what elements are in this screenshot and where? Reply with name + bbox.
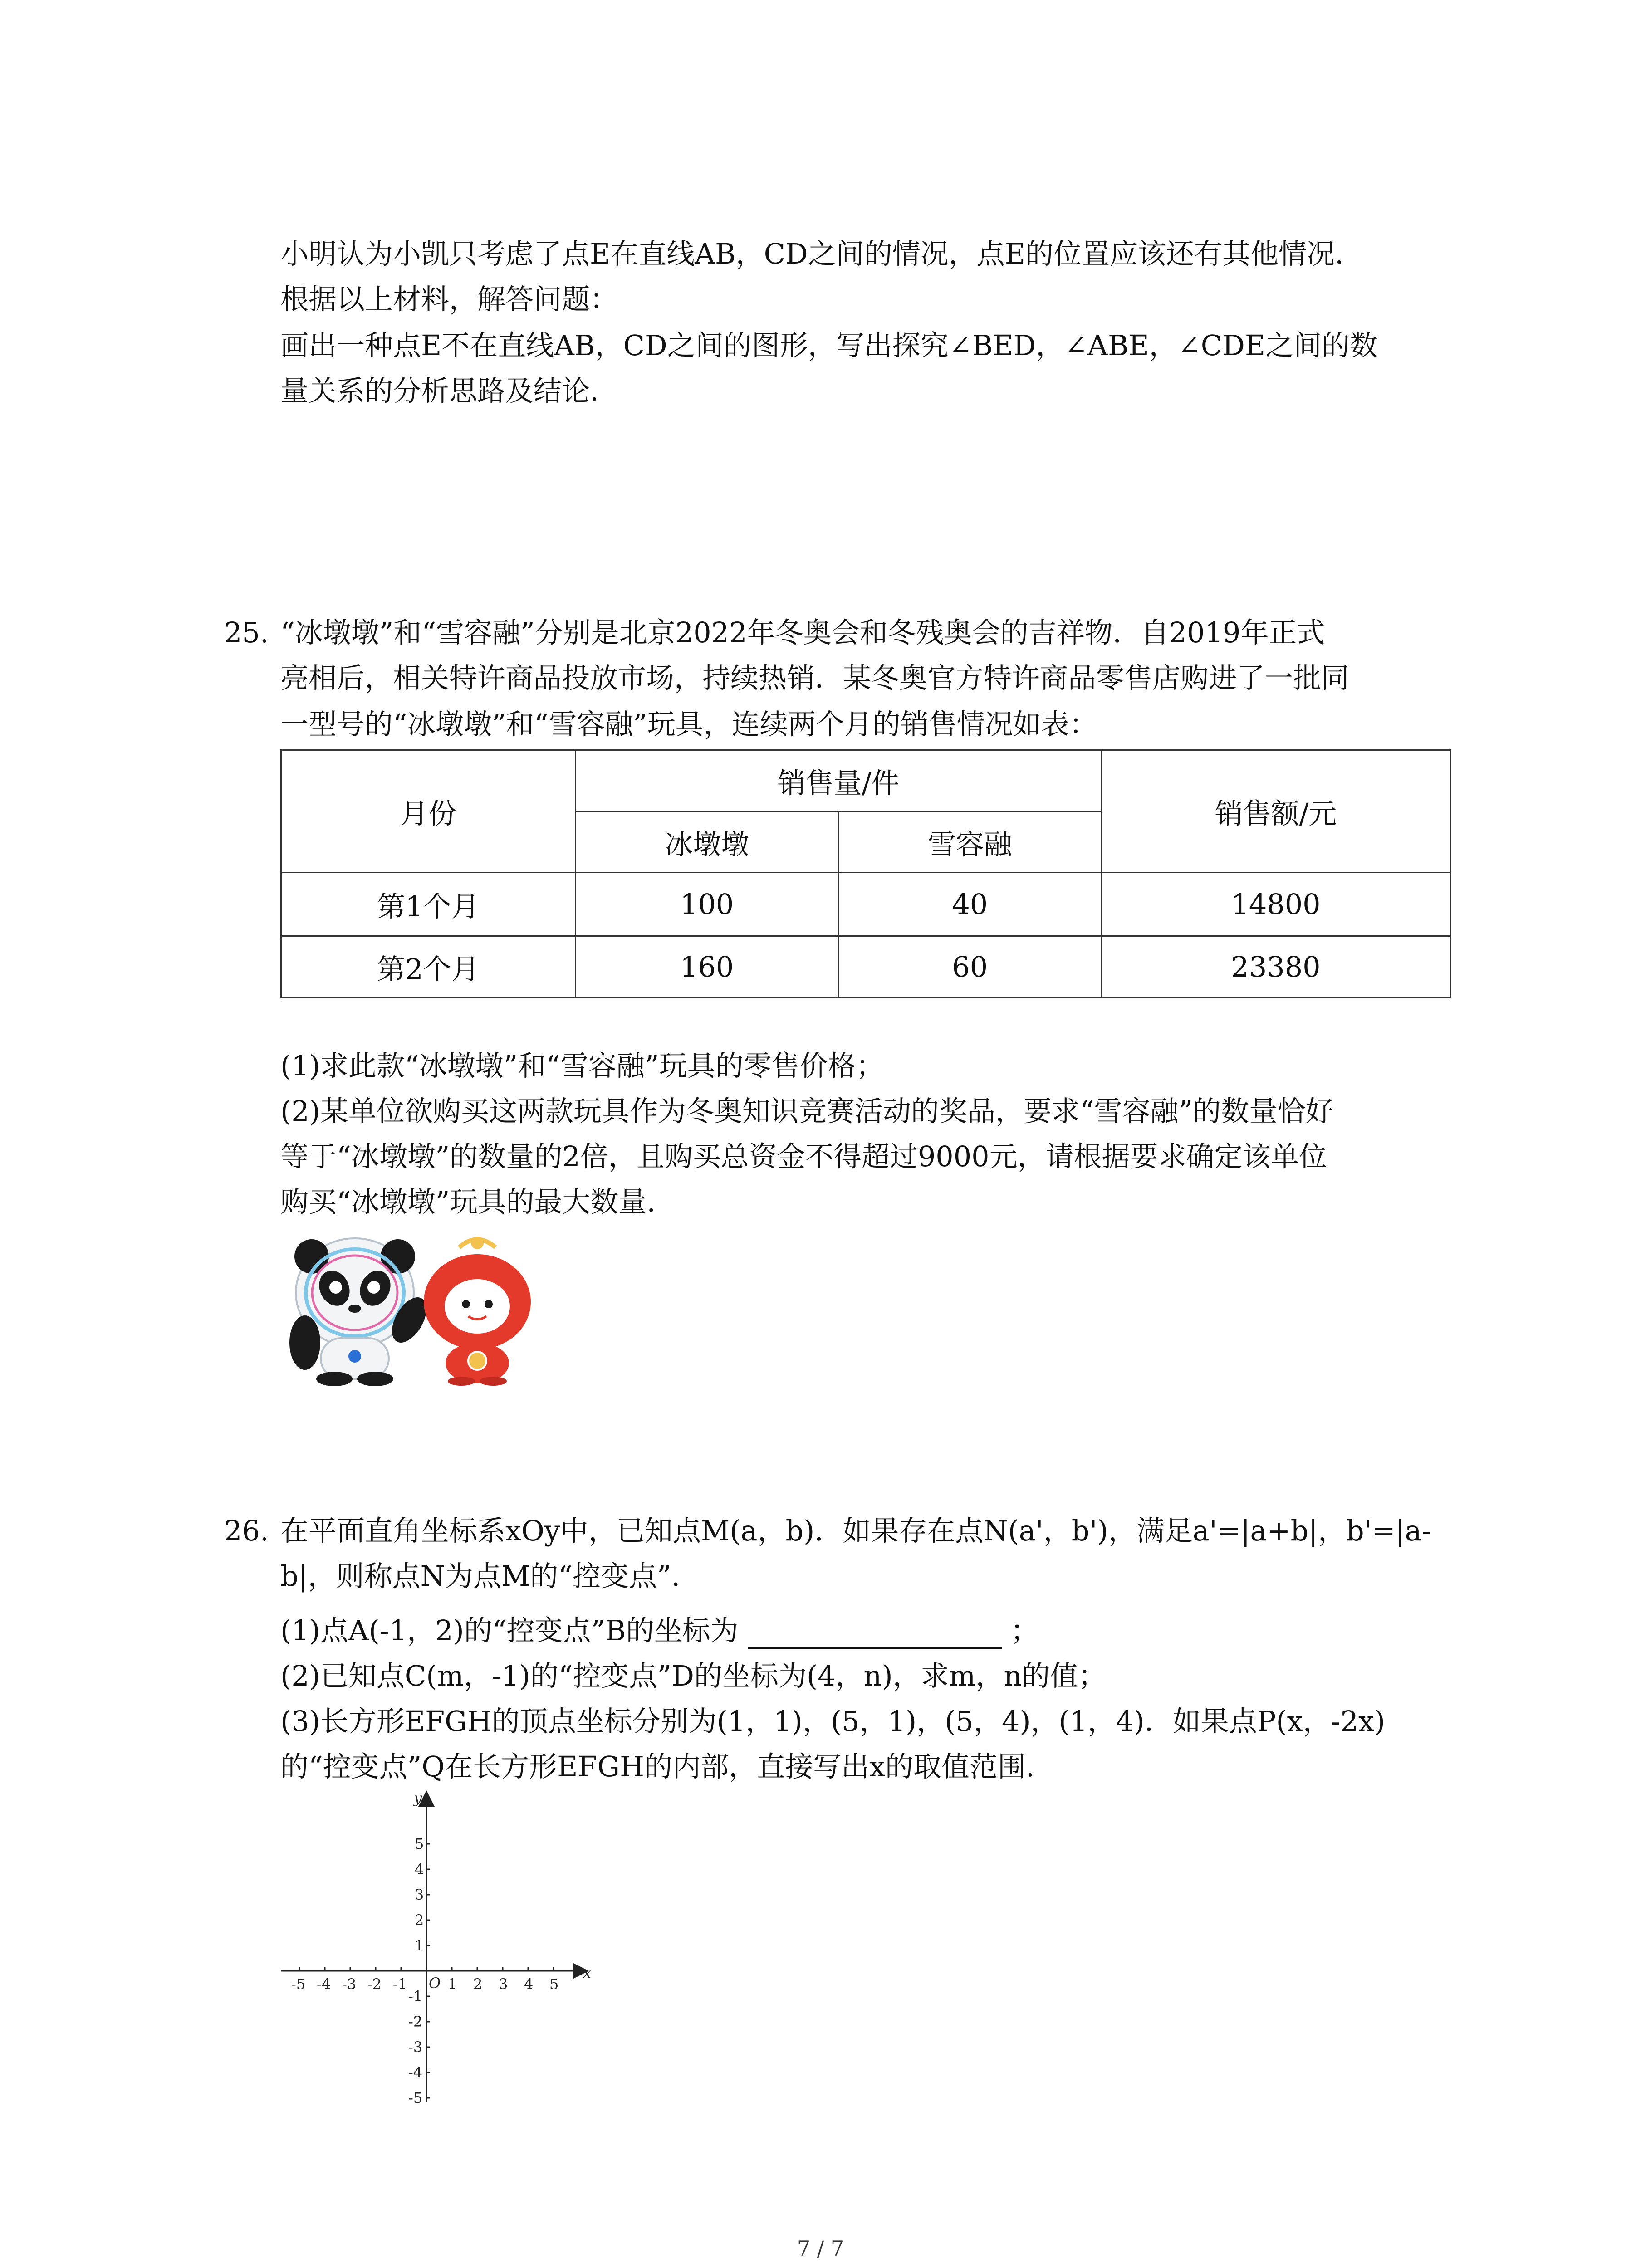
y-tick-label: -5: [408, 2089, 423, 2107]
y-tick-label: -4: [408, 2064, 423, 2081]
q26-intro-line-2: b|，则称点N为点M的“控变点”．: [280, 1559, 700, 1593]
y-tick-label: -3: [408, 2038, 423, 2056]
top-text-line-1: 小明认为小凯只考虑了点E在直线AB，CD之间的情况，点E的位置应该还有其他情况.: [280, 237, 1344, 270]
x-tick-label: -3: [342, 1975, 357, 1993]
mascots-image: [278, 1229, 541, 1386]
month-header: 月份: [281, 750, 576, 873]
table-row: [281, 936, 1450, 998]
x-tick-label: -1: [393, 1975, 407, 1993]
y-tick-label: -1: [408, 1988, 423, 2005]
q25-question-2-end: 购买“冰墩墩”玩具的最大数量.: [280, 1185, 656, 1218]
q25-intro-line-3: 一型号的“冰墩墩”和“雪容融”玩具，连续两个月的销售情况如表：: [280, 708, 1097, 741]
y-tick-label: -2: [408, 2013, 423, 2030]
q26-intro-line-1: 在平面直角坐标系xOy中，已知点M(a，b)．如果存在点N(a'，b')，满足a'=|a+b|，b'=|a-: [280, 1514, 1431, 1547]
q26-question-2: (2)已知点C(m，-1)的“控变点”D的坐标为(4，n)，求m，n的值；: [280, 1659, 1107, 1692]
row-qty-a: 100: [575, 873, 838, 936]
row-amount: 23380: [1102, 936, 1450, 998]
row-qty-b: 40: [838, 873, 1101, 936]
sales-table: [280, 749, 1451, 998]
x-tick-label: 1: [448, 1975, 457, 1993]
q26-question-3: (3)长方形EFGH的顶点坐标分别为(1，1)，(5，1)，(5，4)，(1，4)．如果点P(x，-2x): [280, 1705, 1386, 1738]
row-qty-a: 160: [575, 936, 838, 998]
q26-question-1-text: (1)点A(-1，2)的“控变点”B的坐标为: [280, 1614, 739, 1647]
row-month: 第1个月: [281, 873, 576, 936]
qty-header: 销售量/件: [575, 750, 1101, 811]
q25-intro-line-2: 亮相后，相关特许商品投放市场，持续热销．某冬奥官方特许商品零售店购进了一批同: [280, 661, 1350, 694]
x-tick-label: 4: [524, 1975, 534, 1993]
y-tick-label: 3: [415, 1886, 424, 1903]
col-bingdwendwen: 冰墩墩: [575, 811, 838, 873]
x-tick-label: 5: [549, 1975, 559, 1993]
q26-question-1-end: ；: [1010, 1614, 1039, 1647]
amount-header: 销售额/元: [1102, 750, 1450, 873]
coordinate-plane: [272, 1789, 599, 2116]
x-tick-label: -4: [317, 1975, 331, 1993]
q25-question-1: (1)求此款“冰墩墩”和“雪容融”玩具的零售价格；: [280, 1049, 884, 1082]
y-tick-label: 1: [415, 1937, 424, 1954]
origin-label: O: [429, 1975, 441, 1992]
col-shueyrhonrhon: 雪容融: [838, 811, 1101, 873]
answer-blank[interactable]: [748, 1621, 1002, 1649]
y-tick-label: 2: [415, 1911, 424, 1929]
table-row: [281, 873, 1450, 936]
page-number: 7 / 7: [797, 2236, 844, 2261]
y-tick-label: 4: [415, 1861, 424, 1878]
row-amount: 14800: [1102, 873, 1450, 936]
top-text-line-4: 量关系的分析思路及结论.: [280, 374, 599, 407]
x-tick-label: -5: [291, 1975, 306, 1993]
row-qty-b: 60: [838, 936, 1101, 998]
q26-question-3-cont: 的“控变点”Q在长方形EFGH的内部，直接写出x的取值范围.: [280, 1750, 1035, 1783]
top-text-line-3: 画出一种点E不在直线AB，CD之间的图形，写出探究∠BED，∠ABE，∠CDE之间的数: [280, 329, 1378, 362]
top-text-line-2: 根据以上材料，解答问题：: [280, 283, 618, 316]
x-tick-label: 3: [499, 1975, 508, 1993]
q25-question-2: (2)某单位欲购买这两款玩具作为冬奥知识竞赛活动的奖品，要求“雪容融”的数量恰好: [280, 1095, 1334, 1128]
q26-question-1: [280, 1613, 1038, 1649]
q26-number: 26.: [224, 1514, 269, 1547]
x-axis-label: x: [583, 1964, 592, 1981]
shueyrhonrhon-figure: [424, 1237, 531, 1386]
y-axis-label: y: [414, 1789, 422, 1807]
bingdwendwen-figure: [289, 1238, 433, 1386]
q25-number: 25.: [224, 616, 269, 649]
q25-intro-line-1: “冰墩墩”和“雪容融”分别是北京2022年冬奥会和冬残奥会的吉祥物．自2019年正式: [280, 616, 1325, 649]
x-tick-label: -2: [367, 1975, 382, 1993]
row-month: 第2个月: [281, 936, 576, 998]
x-tick-label: 2: [473, 1975, 483, 1993]
q25-question-2-cont: 等于“冰墩墩”的数量的2倍，且购买总资金不得超过9000元，请根据要求确定该单位: [280, 1140, 1327, 1173]
y-tick-label: 5: [415, 1835, 424, 1853]
